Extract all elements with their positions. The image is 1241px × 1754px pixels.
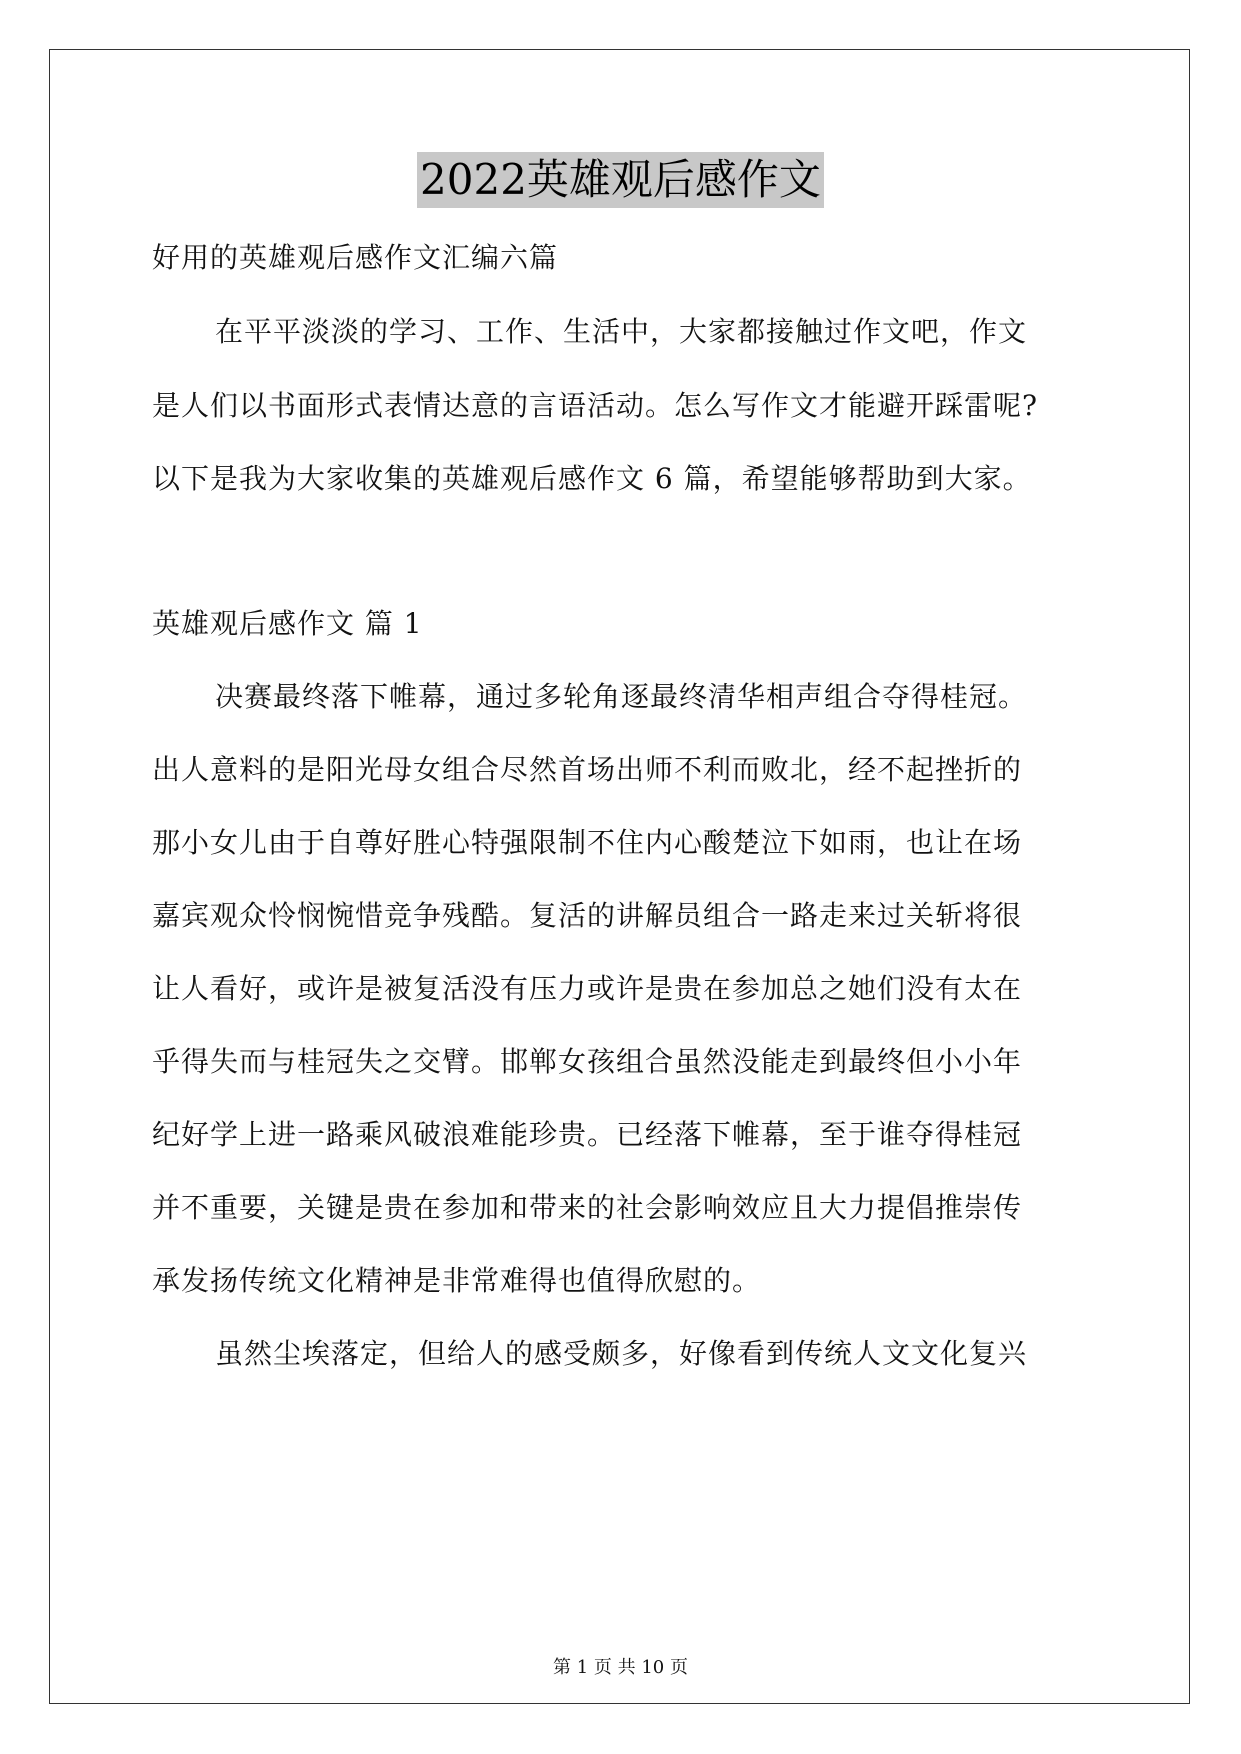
intro-line-2: 是人们以书面形式表情达意的言语活动。怎么写作文才能避开踩雷呢? bbox=[152, 389, 1039, 422]
document-title: 2022英雄观后感作文 bbox=[417, 152, 824, 208]
body-line-3: 那小女儿由于自尊好胜心特强限制不住内心酸楚泣下如雨，也让在场 bbox=[152, 826, 1023, 859]
intro-line-3: 以下是我为大家收集的英雄观后感作文 6 篇，希望能够帮助到大家。 bbox=[152, 462, 1032, 495]
body-line-4: 嘉宾观众怜悯惋惜竞争残酷。复活的讲解员组合一路走来过关斩将很 bbox=[152, 899, 1023, 932]
paragraph-2-line-1: 虽然尘埃落定，但给人的感受颇多，好像看到传统人文文化复兴 bbox=[215, 1337, 1028, 1370]
body-line-6: 乎得失而与桂冠失之交臂。邯郸女孩组合虽然没能走到最终但小小年 bbox=[152, 1045, 1023, 1078]
body-line-5: 让人看好，或许是被复活没有压力或许是贵在参加总之她们没有太在 bbox=[152, 972, 1023, 1005]
document-subtitle: 好用的英雄观后感作文汇编六篇 bbox=[152, 241, 559, 274]
body-line-2: 出人意料的是阳光母女组合尽然首场出师不利而败北，经不起挫折的 bbox=[152, 753, 1023, 786]
title-container bbox=[0, 152, 1241, 208]
page-border bbox=[49, 49, 1190, 1704]
body-line-8: 并不重要，关键是贵在参加和带来的社会影响效应且大力提倡推崇传 bbox=[152, 1191, 1023, 1224]
body-line-7: 纪好学上进一路乘风破浪难能珍贵。已经落下帷幕，至于谁夺得桂冠 bbox=[152, 1118, 1023, 1151]
body-line-1: 决赛最终落下帷幕，通过多轮角逐最终清华相声组合夺得桂冠。 bbox=[215, 680, 1028, 713]
section-heading: 英雄观后感作文 篇 1 bbox=[152, 607, 423, 640]
page-number: 第 1 页 共 10 页 bbox=[553, 1657, 688, 1678]
intro-line-1: 在平平淡淡的学习、工作、生活中，大家都接触过作文吧，作文 bbox=[215, 315, 1028, 348]
body-line-9: 承发扬传统文化精神是非常难得也值得欣慰的。 bbox=[152, 1264, 762, 1297]
